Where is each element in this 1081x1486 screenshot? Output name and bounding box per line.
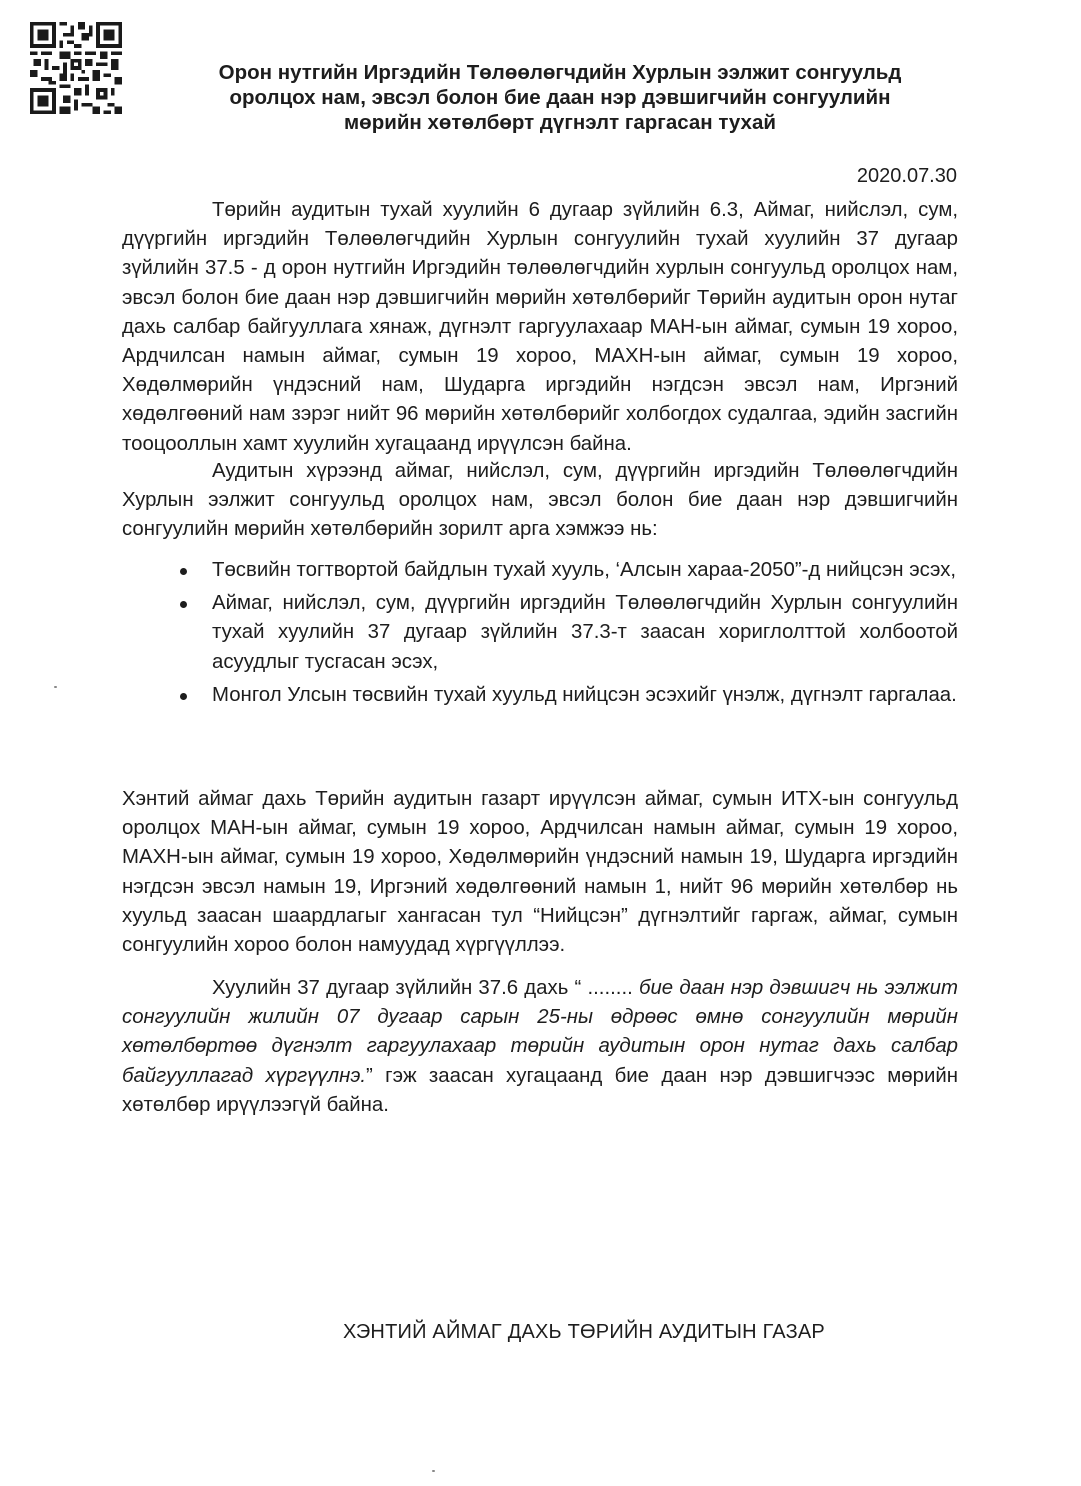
document-title: Орон нутгийн Иргэдийн Төлөөлөгчдийн Хурлын ээлжит сонгуульд оролцох нам, эвсэл болон бие даан нэр дэвшигчийн сонгуулийн мөрийн хөтөлбөрт дүгнэлт гаргасан тухай	[218, 61, 902, 134]
list-item-text: Аймаг, нийслэл, сум, дүүргийн иргэдийн Төлөөлөгчдийн Хурлын сонгуулийн тухай хуулийн 37 дугаар зүйлийн 37.3-т заасан хориглолттой холбоотой асуудлыг тусгасан эсэх,	[212, 592, 958, 673]
list-item-text: Төсвийн тогтвортой байдлын тухай хууль, ‘Алсын хараа-2050”-д нийцсэн эсэх,	[212, 559, 957, 581]
list-item	[122, 556, 958, 585]
scan-speck	[54, 686, 57, 688]
list-item	[122, 681, 958, 710]
qr-code-icon	[30, 22, 122, 114]
bullet-icon	[180, 568, 187, 575]
paragraph-law-reference	[122, 974, 958, 1120]
paragraph-conclusion: Хэнтий аймаг дахь Төрийн аудитын газарт ирүүлсэн аймаг, сумын ИТХ-ын сонгуульд оролцох МАН-ын аймаг, сумын 19 хороо, Ардчилсан намын аймаг, сумын 19 хороо, МАХН-ын аймаг, сумын 19 хороо, Хөдөлмөрийн үндэсний намын 19, Шударга иргэдийн нэгдсэн эвсэл намын 19, Иргэний хөдөлгөөний намын 1, нийт 96 мөрийн хөтөлбөр нь хуульд заасан шаардлагыг хангасан тул “Нийцсэн” дүгнэлтийг гаргаж, аймаг, сумын сонгуулийн хороо болон намуудад хүргүүллээ.	[122, 788, 958, 957]
document-date: 2020.07.30	[856, 165, 957, 187]
criteria-list	[122, 556, 958, 714]
paragraph-audit-scope: Аудитын хүрээнд аймаг, нийслэл, сум, дүүргийн иргэдийн Төлөөлөгчдийн Хурлын ээлжит сонгуульд оролцох нам, эвсэл болон бие даан нэр дэвшигчийн сонгуулийн мөрийн хөтөлбөрийн зорилт арга хэмжээ нь:	[122, 460, 958, 541]
law-quote: бие даан нэр дэвшигч нь ээлжит сонгуулийн жилийн 07 дугаар сарын 25-ны өдрөөс өмнө сонгуулийн мөрийн хөтөлбөртөө дүгнэлт гаргуулахаар төрийн аудитын орон нутаг дахь салбар байгууллагад хүргүүлнэ.	[122, 977, 959, 1087]
list-item-text: Монгол Улсын төсвийн тухай хуульд нийцсэн эсэхийг үнэлж, дүгнэлт гаргалаа.	[212, 683, 957, 706]
list-item	[122, 589, 958, 677]
paragraph-intro: Төрийн аудитын тухай хуулийн 6 дугаар зүйлийн 6.3, Аймаг, нийслэл, сум, дүүргийн иргэдийн Төлөөлөгчдийн Хурлын сонгуулийн тухай хуулийн 37 дугаар зүйлийн 37.5 - д орон нутгийн Иргэдийн төлөөлөгчдийн хурлын сонгуульд оролцох нам, эвсэл болон бие даан нэр дэвшигчийн мөрийн хөтөлбөрийг Төрийн аудитын орон нутаг дахь салбар байгууллага хянаж, дүгнэлт гаргуулахаар МАН-ын аймаг, сумын 19 хороо, Ардчилсан намын аймаг, сумын 19 хороо, МАХН-ын аймаг, сумын 19 хороо, Хөдөлмөрийн үндэсний нам, Шударга иргэдийн нэгдсэн эвсэл нам, Иргэний хөдөлгөөний нам зэрэг нийт 96 мөрийн хөтөлбөрийг холбогдох судалгаа, эдийн засгийн тооцооллын хамт хуулийн хугацаанд ирүүлсэн байна.	[122, 199, 958, 455]
scan-speck	[432, 1470, 435, 1472]
law-reference-lead: Хуулийн 37 дугаар зүйлийн 37.6 дахь “ ........	[212, 977, 639, 999]
bullet-icon	[180, 601, 187, 608]
signature-organization: ХЭНТИЙ АЙМАГ ДАХЬ ТӨРИЙН АУДИТЫН ГАЗАР	[343, 1321, 825, 1343]
bullet-icon	[180, 693, 187, 700]
law-reference-tail: ” гэж заасан хугацаанд бие даан нэр дэвшигчээс мөрийн хөтөлбөр ирүүлээгүй байна.	[122, 1064, 958, 1116]
